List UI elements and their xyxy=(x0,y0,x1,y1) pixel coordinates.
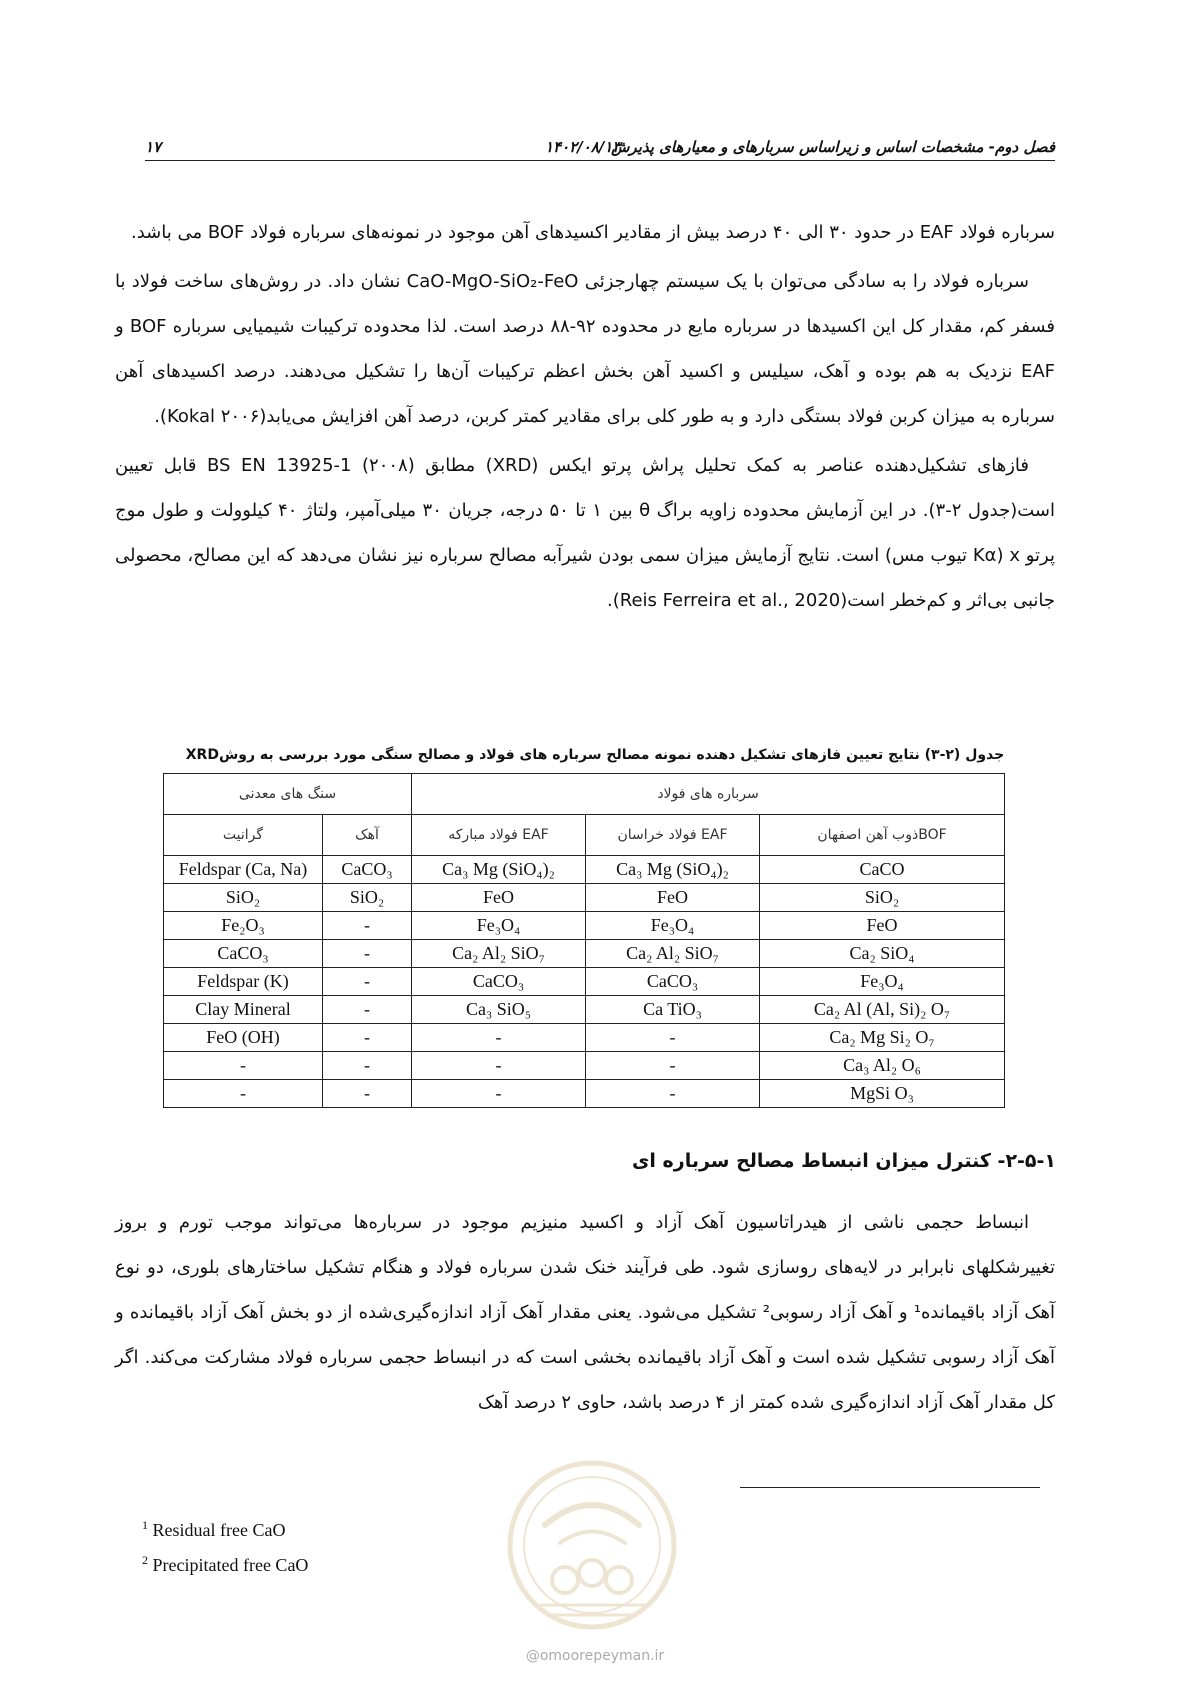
table-row xyxy=(164,856,1005,884)
watermark-url: @omoorepeyman.ir xyxy=(525,1648,665,1664)
table-cell: Ca₃ SiO₅ xyxy=(412,996,586,1024)
paragraph: سرباره فولاد EAF در حدود ۳۰ الی ۴۰ درصد بیش از مقادیر اکسیدهای آهن موجود در نمونه‌های سرباره فولاد BOF می باشد. xyxy=(131,222,1055,243)
table-cell: Clay Mineral xyxy=(164,996,323,1024)
table-cell: - xyxy=(412,1080,586,1108)
table-cell: - xyxy=(586,1080,760,1108)
header-date: ۱۴۰۲/۰۸/۱۳ xyxy=(545,138,621,156)
table-cell: Ca TiO₃ xyxy=(586,996,760,1024)
body-text-bottom xyxy=(115,1200,1055,1429)
table-row xyxy=(164,968,1005,996)
table-row xyxy=(164,996,1005,1024)
table-cell: CaCO xyxy=(760,856,1005,884)
table-cell: FeO xyxy=(760,912,1005,940)
table-cell: CaCO₃ xyxy=(323,856,412,884)
table-cell: Fe₃O₄ xyxy=(760,968,1005,996)
table-row xyxy=(164,1052,1005,1080)
table-cell: - xyxy=(323,912,412,940)
table-cell: SiO₂ xyxy=(323,884,412,912)
table-cell: - xyxy=(586,1052,760,1080)
footnote-number: 1 xyxy=(142,1518,148,1532)
column-header: EAF فولاد مبارکه xyxy=(412,815,586,856)
table-cell: - xyxy=(164,1080,323,1108)
table-cell: CaCO₃ xyxy=(412,968,586,996)
table-cell: Feldspar (Ca, Na) xyxy=(164,856,323,884)
table-caption: جدول (۲-۳) نتایج تعیین فازهای تشکیل دهنده نمونه مصالح سرباره های فولاد و مصالح سنگی مورد بررسی به روشXRD xyxy=(185,747,1005,763)
body-text-top xyxy=(115,210,1055,627)
table-cell: Ca₂ Al (Al, Si)₂ O₇ xyxy=(760,996,1005,1024)
table-row xyxy=(164,1080,1005,1108)
table-cell: FeO xyxy=(412,884,586,912)
table-row xyxy=(164,884,1005,912)
paragraph: فازهای تشکیل‌دهنده عناصر به کمک تحلیل پراش پرتو ایکس (XRD) مطابق BS EN 13925-1 (۲۰۰۸) قابل تعیین است(جدول ۲-۳). در این آزمایش محدوده زاویه براگ θ بین ۱ تا ۵۰ درجه، جریان ۳۰ میلی‌آمپر، ولتاژ ۴۰ کیلوولت و طول موج پرتو x (Kα تیوب مس) است. نتایج آزمایش میزان سمی بودن شیرآبه مصالح سرباره نیز نشان می‌دهد که این مصالح، محصولی جانبی بی‌اثر و کم‌خطر است(Reis Ferreira et al., 2020). xyxy=(115,455,1055,611)
table-cell: Ca₂ SiO₄ xyxy=(760,940,1005,968)
table-cell: Ca₂ Al₂ SiO₇ xyxy=(586,940,760,968)
table-cell: Fe₂O₃ xyxy=(164,912,323,940)
table-cell: Ca₃ Al₂ O₆ xyxy=(760,1052,1005,1080)
table-cell: - xyxy=(323,1080,412,1108)
paragraph: انبساط حجمی ناشی از هیدراتاسیون آهک آزاد و اکسید منیزیم موجود در سرباره‌ها می‌تواند موجب تورم و بروز تغییرشکلهای نابرابر در لایه‌های روسازی شود. طی فرآیند خنک شدن سرباره فولاد و هنگام تشکیل ساختارهای بلوری، دو نوع آهک آزاد باقیمانده¹ و آهک آزاد رسوبی² تشکیل می‌شود. یعنی مقدار آهک آزاد اندازه‌گیری‌شده از دو بخش آهک آزاد باقیمانده و آهک آزاد رسوبی تشکیل شده است و آهک آزاد باقیمانده بخشی است که در انبساط حجمی سرباره فولاد مشارکت می‌کند. اگر کل مقدار آهک آزاد اندازه‌گیری شده کمتر از ۴ درصد باشد، حاوی ۲ درصد آهک xyxy=(115,1212,1055,1413)
table-cell: - xyxy=(323,996,412,1024)
table-cell: Ca₂ Mg Si₂ O₇ xyxy=(760,1024,1005,1052)
column-header: آهک xyxy=(323,815,412,856)
table-cell: FeO xyxy=(586,884,760,912)
table-cell: Ca₃ Mg (SiO₄)₂ xyxy=(412,856,586,884)
section-heading: ۲-۵-۱- کنترل میزان انبساط مصالح سرباره ای xyxy=(632,1150,1056,1172)
table-cell: - xyxy=(412,1052,586,1080)
table-cell: Feldspar (K) xyxy=(164,968,323,996)
table-cell: - xyxy=(323,1024,412,1052)
group-header-slags: سرباره های فولاد xyxy=(412,774,1005,815)
table-cell: - xyxy=(323,968,412,996)
table-cell: Ca₃ Mg (SiO₄)₂ xyxy=(586,856,760,884)
table-cell: CaCO₃ xyxy=(586,968,760,996)
footnote-number: 2 xyxy=(142,1553,148,1567)
table-cell: CaCO₃ xyxy=(164,940,323,968)
column-header: گرانیت xyxy=(164,815,323,856)
table-row xyxy=(164,912,1005,940)
table-cell: Fe₃O₄ xyxy=(412,912,586,940)
footnote-text: Precipitated free CaO xyxy=(152,1555,309,1575)
table-cell: SiO₂ xyxy=(760,884,1005,912)
paragraph: سرباره فولاد را به سادگی می‌توان با یک سیستم چهارجزئی CaO-MgO-SiO₂-FeO نشان داد. در روش‌های ساخت فولاد با فسفر کم، مقدار کل این اکسیدها در سرباره مایع در محدوده ۹۲-۸۸ درصد است. لذا محدوده ترکیبات شیمیایی سرباره BOF و EAF نزدیک به هم بوده و آهک، سیلیس و اکسید آهن بخش اعظم ترکیبات آن‌ها را تشکیل می‌دهند. درصد اکسیدهای آهن سرباره به میزان کربن فولاد بستگی دارد و به طور کلی برای مقادیر کمتر کربن، درصد آهن افزایش می‌یابد(Kokal ۲۰۰۶). xyxy=(115,271,1055,427)
header-title: فصل دوم- مشخصات اساس و زیراساس سربارهای و معیارهای پذیرش xyxy=(611,138,1055,156)
omoorepeyman-seal-icon xyxy=(505,1455,680,1635)
footnote xyxy=(142,1510,308,1545)
xrd-phases-table xyxy=(163,773,1005,1108)
table-cell: - xyxy=(586,1024,760,1052)
table-cell: MgSi O₃ xyxy=(760,1080,1005,1108)
footnote-text: Residual free CaO xyxy=(152,1520,286,1540)
table-row xyxy=(164,940,1005,968)
table-cell: - xyxy=(164,1052,323,1080)
table-cell: - xyxy=(323,1052,412,1080)
table-cell: - xyxy=(323,940,412,968)
table-cell: FeO (OH) xyxy=(164,1024,323,1052)
column-header: EAF فولاد خراسان xyxy=(586,815,760,856)
column-header: BOFذوب آهن اصفهان xyxy=(760,815,1005,856)
table-cell: SiO₂ xyxy=(164,884,323,912)
footnote-divider xyxy=(740,1487,1040,1488)
group-header-stones: سنگ های معدنی xyxy=(164,774,412,815)
footnotes xyxy=(142,1510,308,1580)
footnote xyxy=(142,1545,308,1580)
table-cell: - xyxy=(412,1024,586,1052)
table-row xyxy=(164,1024,1005,1052)
page-number: ۱۷ xyxy=(145,138,162,156)
table-cell: Fe₃O₄ xyxy=(586,912,760,940)
table-cell: Ca₂ Al₂ SiO₇ xyxy=(412,940,586,968)
page-header xyxy=(145,130,1055,161)
